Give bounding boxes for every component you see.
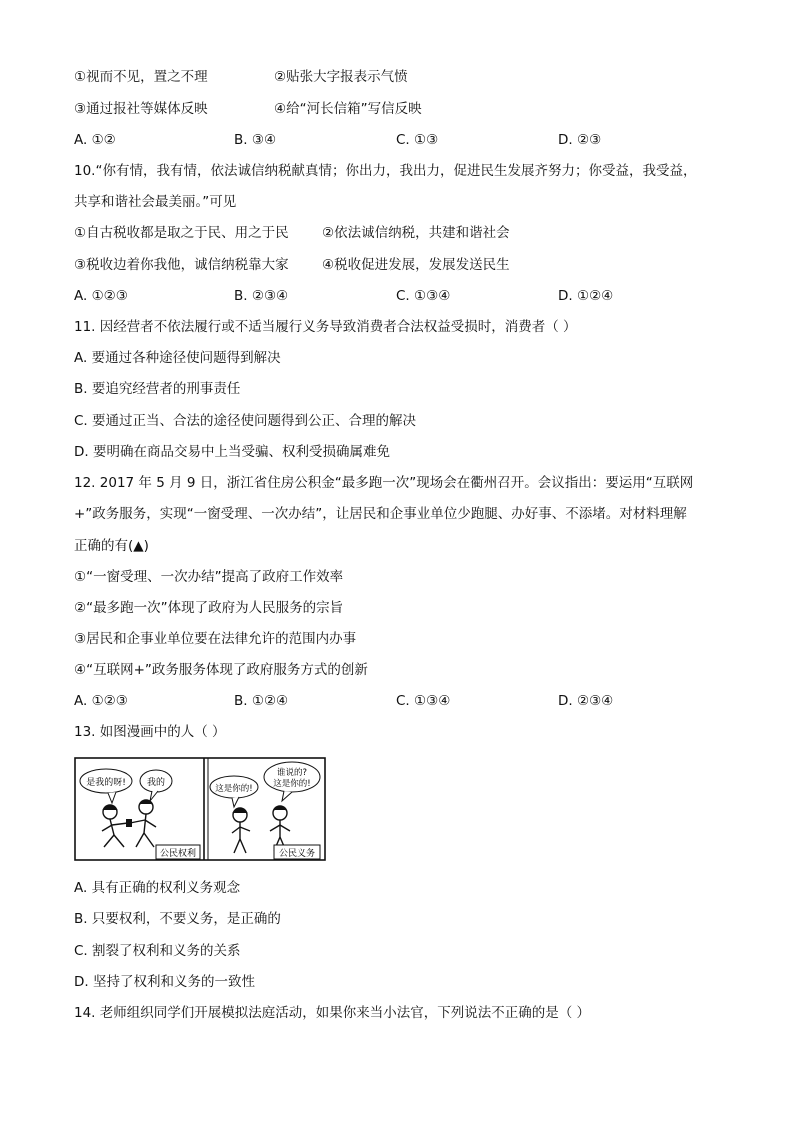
right-caption: 公民义务: [278, 849, 316, 859]
left-bubble-1-text: 是我的呀!: [86, 778, 126, 788]
q12-stem-line-1: 12. 2017 年 5 月 9 日，浙江省住房公积金“最多跑一次”现场会在衢州召开。会议指出：要运用“互联网: [74, 475, 694, 491]
q13-stem: 13. 如图漫画中的人（ ）: [74, 724, 226, 740]
q9-option-1: ①视而不见，置之不理: [74, 69, 208, 85]
q10-choice-a: A. ①②③: [74, 288, 128, 304]
q10-choice-d: D. ①②④: [558, 288, 614, 304]
disputed-object: [126, 819, 132, 827]
q12-choice-c: C. ①③④: [396, 693, 451, 709]
q11-choice-a: A. 要通过各种途径使问题得到解决: [74, 350, 281, 366]
q9-choice-b: B. ③④: [234, 132, 277, 148]
q9-choice-a: A. ①②: [74, 132, 116, 148]
q9-choice-c: C. ①③: [396, 132, 439, 148]
q12-item-1: ①“一窗受理、一次办结”提高了政府工作效率: [74, 569, 344, 585]
q9-option-3: ③通过报社等媒体反映: [74, 101, 208, 117]
q13-choice-c: C. 割裂了权利和义务的关系: [74, 943, 241, 959]
q12-item-4: ④“互联网+”政务服务体现了政府服务方式的创新: [74, 662, 368, 678]
q13-choice-b: B. 只要权利，不要义务，是正确的: [74, 911, 281, 927]
q12-choice-d: D. ②③④: [558, 693, 614, 709]
q9-option-4: ④给“河长信箱”写信反映: [274, 101, 422, 117]
q10-choices: [74, 287, 754, 305]
right-bubble-1-text: 这是你的!: [215, 784, 253, 794]
q12-item-2: ②“最多跑一次”体现了政府为人民服务的宗旨: [74, 600, 344, 616]
q10-option-2: ②依法诚信纳税，共建和谐社会: [322, 225, 510, 241]
q10-option-4: ④税收促进发展，发展发送民生: [322, 257, 510, 273]
q10-option-1: ①自古税收都是取之于民、用之于民: [74, 225, 289, 241]
q12-stem-line-3: 正确的有(▲): [74, 538, 149, 554]
q13-choice-a: A. 具有正确的权利义务观念: [74, 880, 241, 896]
q11-choice-b: B. 要追究经营者的刑事责任: [74, 381, 241, 397]
q10-stem-line-1: 10.“你有情，我有情，依法诚信纳税献真情；你出力，我出力，促进民生发展齐努力；你受益，我受益，: [74, 163, 697, 179]
q12-item-3: ③居民和企事业单位要在法律允许的范围内办事: [74, 631, 357, 647]
q9-option-2: ②贴张大字报表示气愤: [274, 69, 408, 85]
q13-comic: [74, 757, 326, 861]
left-bubble-2-text: 我的: [146, 778, 166, 788]
q13-choice-d: D. 坚持了权利和义务的一致性: [74, 974, 255, 990]
right-bubble-2-text-1: 谁说的?: [276, 768, 308, 778]
right-bubble-2-text-2: 这是你的!: [273, 779, 311, 789]
q9-choice-d: D. ②③: [558, 132, 602, 148]
q10-option-3: ③税收边着你我他，诚信纳税靠大家: [74, 257, 289, 273]
q10-choice-b: B. ②③④: [234, 288, 289, 304]
q12-stem-line-2: +”政务服务，实现“一窗受理、一次办结”，让居民和企事业单位少跑腿、办好事、不添堵。对材料理解: [74, 506, 687, 522]
q12-choice-b: B. ①②④: [234, 693, 289, 709]
q10-stem-line-2: 共享和谐社会最美丽。”可见: [74, 194, 237, 210]
q12-choices: [74, 692, 754, 710]
left-caption: 公民权利: [159, 849, 197, 859]
q11-choice-d: D. 要明确在商品交易中上当受骗、权利受损确属难免: [74, 444, 390, 460]
q14-stem: 14. 老师组织同学们开展模拟法庭活动，如果你来当小法官，下列说法不正确的是（ ）: [74, 1005, 591, 1021]
q10-choice-c: C. ①③④: [396, 288, 451, 304]
q12-choice-a: A. ①②③: [74, 693, 128, 709]
q11-stem: 11. 因经营者不依法履行或不适当履行义务导致消费者合法权益受损时，消费者（ ）: [74, 319, 577, 335]
q9-choices: [74, 131, 754, 149]
q11-choice-c: C. 要通过正当、合法的途径使问题得到公正、合理的解决: [74, 413, 417, 429]
